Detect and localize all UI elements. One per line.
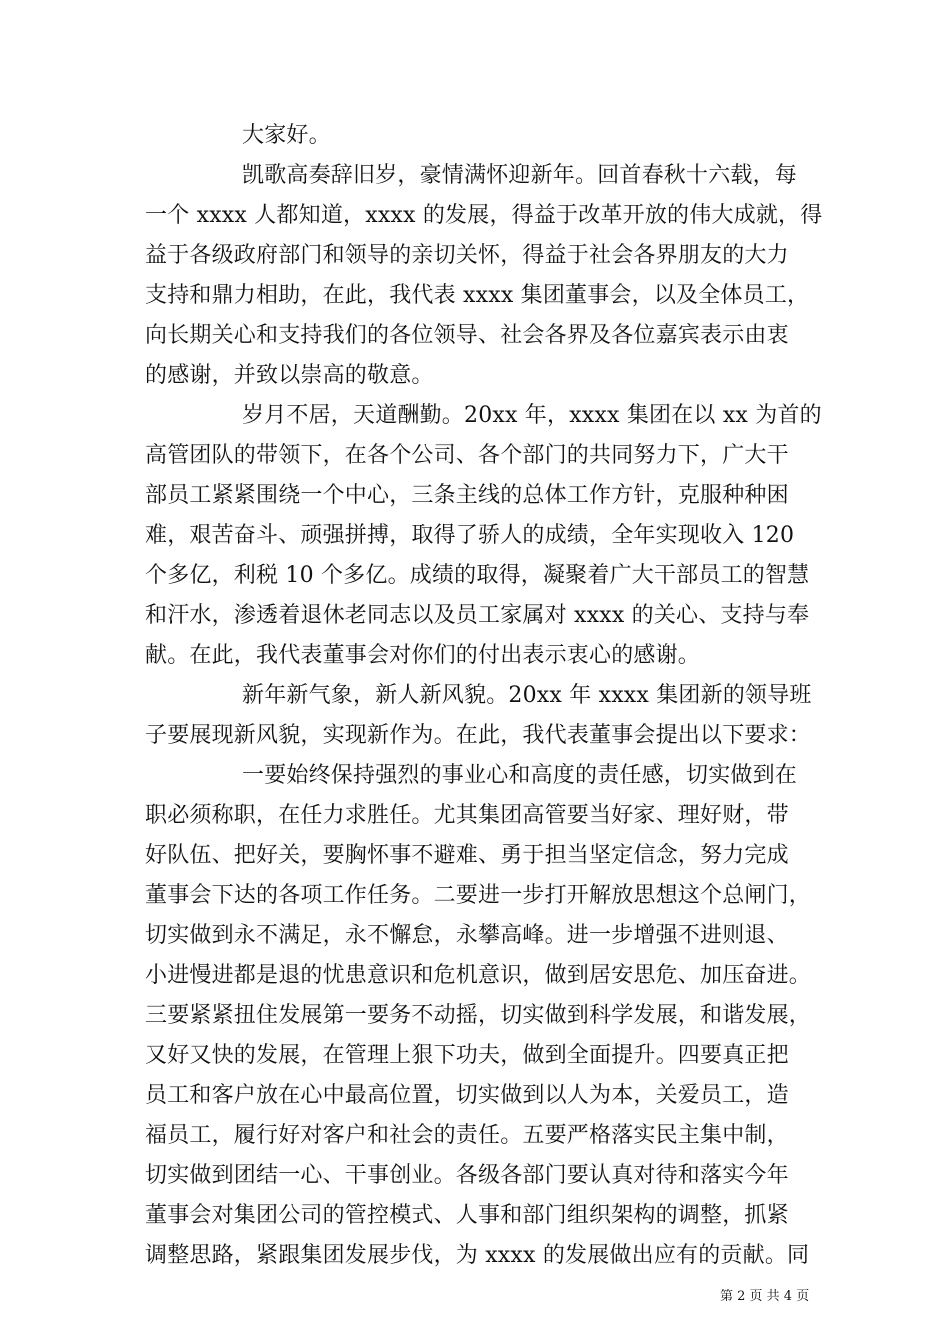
- paragraph-line: 的感谢，并致以崇高的敬意。: [145, 363, 434, 388]
- paragraph-line: 员工和客户放在心中最高位置，切实做到以人为本，关爱员工，造: [145, 1083, 789, 1108]
- paragraph-line: 高管团队的带领下，在各个公司、各个部门的共同努力下，广大干: [145, 443, 789, 468]
- paragraph-line: 小进慢进都是退的忧患意识和危机意识，做到居安思危、加压奋进。: [145, 963, 812, 988]
- paragraph-line: 三要紧紧扭住发展第一要务不动摇，切实做到科学发展，和谐发展，: [145, 1003, 812, 1028]
- paragraph-line: 一个 xxxx 人都知道，xxxx 的发展，得益于改革开放的伟大成就，得: [145, 203, 823, 228]
- paragraph-line: 支持和鼎力相助，在此，我代表 xxxx 集团董事会，以及全体员工，: [145, 283, 810, 308]
- paragraph-line: 调整思路，紧跟集团发展步伐，为 xxxx 的发展做出应有的贡献。同: [145, 1243, 810, 1268]
- paragraph-line: 向长期关心和支持我们的各位领导、社会各界及各位嘉宾表示由衷: [145, 323, 789, 348]
- paragraph-line: 和汗水，渗透着退休老同志以及员工家属对 xxxx 的关心、支持与奉: [145, 603, 810, 628]
- paragraph-line: 子要展现新风貌，实现新作为。在此，我代表董事会提出以下要求：: [145, 723, 812, 748]
- paragraph-line: 福员工，履行好对客户和社会的责任。五要严格落实民主集中制，: [145, 1123, 789, 1148]
- paragraph-line: 献。在此，我代表董事会对你们的付出表示衷心的感谢。: [145, 643, 701, 668]
- paragraph-line: 新年新气象，新人新风貌。20xx 年 xxxx 集团新的领导班: [242, 683, 812, 708]
- paragraph-line: 益于各级政府部门和领导的亲切关怀，得益于社会各界朋友的大力: [145, 243, 789, 268]
- page-number: 第 2 页 共 4 页: [720, 1289, 810, 1304]
- paragraph-line: 凯歌高奏辞旧岁，豪情满怀迎新年。回首春秋十六载，每: [242, 163, 798, 188]
- paragraph-line: 难，艰苦奋斗、顽强拼搏，取得了骄人的成绩，全年实现收入 120: [145, 523, 795, 548]
- paragraph-line: 切实做到团结一心、干事创业。各级各部门要认真对待和落实今年: [145, 1163, 789, 1188]
- paragraph-line: 切实做到永不满足，永不懈怠，永攀高峰。进一步增强不进则退、: [145, 923, 789, 948]
- paragraph-line: 又好又快的发展，在管理上狠下功夫，做到全面提升。四要真正把: [145, 1043, 789, 1068]
- paragraph-line: 一要始终保持强烈的事业心和高度的责任感，切实做到在: [242, 763, 798, 788]
- paragraph-line: 董事会下达的各项工作任务。二要进一步打开解放思想这个总闸门，: [145, 883, 812, 908]
- paragraph-line: 好队伍、把好关，要胸怀事不避难、勇于担当坚定信念，努力完成: [145, 843, 789, 868]
- paragraph-line: 部员工紧紧围绕一个中心，三条主线的总体工作方针，克服种种困: [145, 483, 789, 508]
- paragraph-line: 董事会对集团公司的管控模式、人事和部门组织架构的调整，抓紧: [145, 1203, 789, 1228]
- greeting-line: 大家好。: [242, 123, 331, 148]
- paragraph-line: 职必须称职，在任力求胜任。尤其集团高管要当好家、理好财，带: [145, 803, 789, 828]
- paragraph-line: 个多亿，利税 10 个多亿。成绩的取得，凝聚着广大干部员工的智慧: [145, 563, 810, 588]
- paragraph-line: 岁月不居，天道酬勤。20xx 年，xxxx 集团在以 xx 为首的: [242, 403, 822, 428]
